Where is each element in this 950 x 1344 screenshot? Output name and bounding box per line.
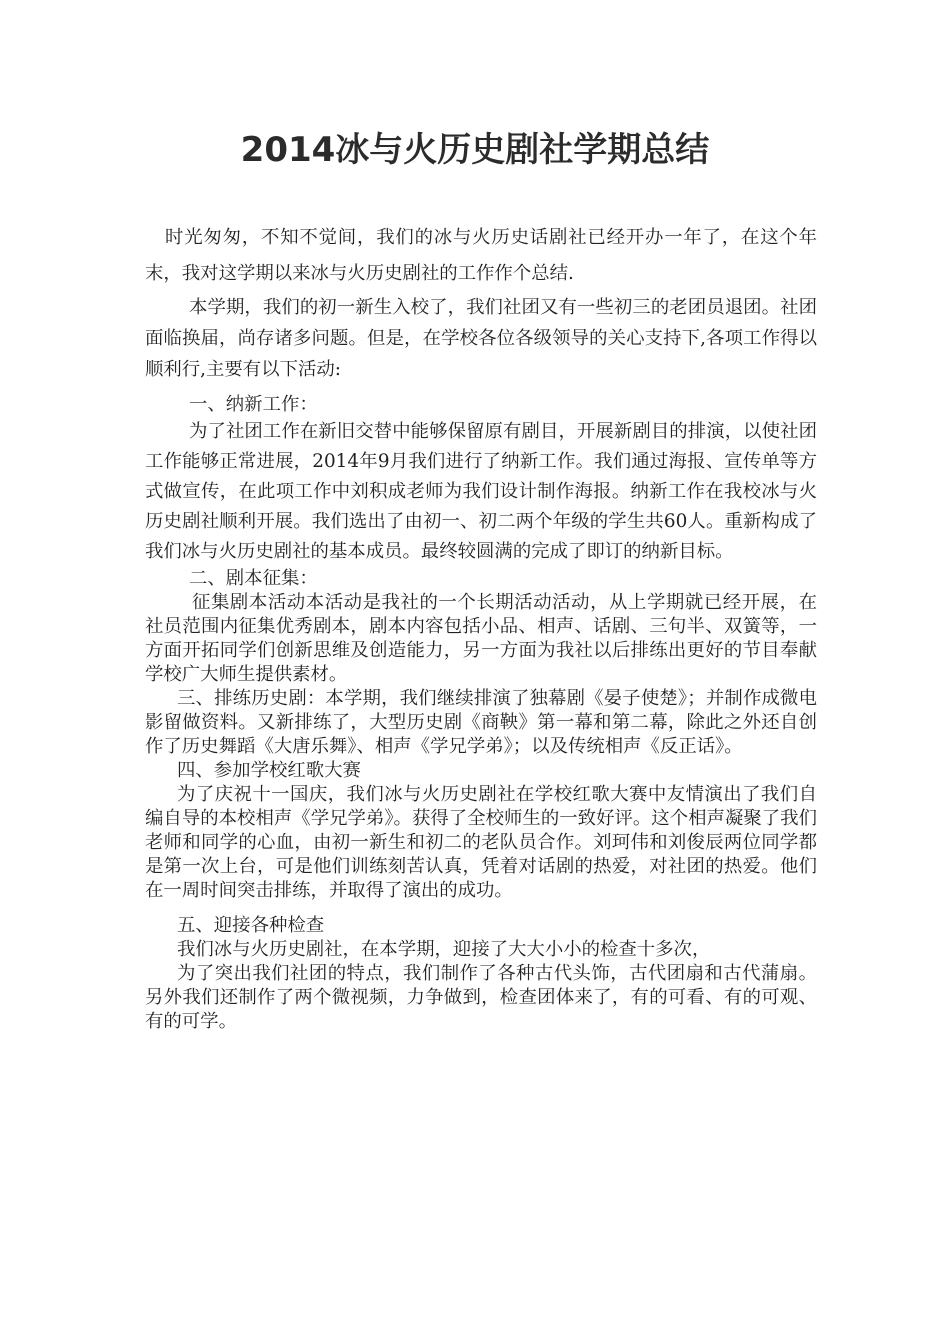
paragraph-script-collection: 征集剧本活动本活动是我社的一个长期活动活动，从上学期就已经开展，在社员范围内征集优秀剧本，剧本内容包括小品、相声、话剧、三句半、双簧等，一方面开拓同学们创新思维及创造能力，另一方面为我社以后排练出更好的节目奉献学校广大师生提供素材。 (145, 592, 817, 685)
paragraph-semester: 本学期，我们的初一新生入校了，我们社团又有一些初三的老团员退团。社团面临换届，尚存诸多问题。但是，在学校各位各级领导的关心支持下,各项工作得以顺利行,主要有以下活动: (145, 297, 817, 380)
heading-script-collection: 二、剧本征集： (189, 568, 318, 589)
heading-recruitment: 一、纳新工作： (189, 394, 318, 415)
heading-red-song-contest: 四、参加学校红歌大赛 (177, 760, 361, 781)
document-body (145, 220, 817, 1034)
heading-inspections: 五、迎接各种检查 (177, 915, 325, 936)
paragraph-intro: 时光匆匆，不知不觉间，我们的冰与火历史话剧社已经开办一年了，在这个年末，我对这学期以来冰与火历史剧社的工作作个总结. (145, 227, 817, 284)
paragraph-rehearsal: 三、排练历史剧：本学期，我们继续排演了独幕剧《晏子使楚》；并制作成微电影留做资料。又新排练了，大型历史剧《商鞅》第一幕和第二幕，除此之外还自创作了历史舞蹈《大唐乐舞》、相声《学兄学弟》；以及传统相声《反正话》。 (145, 688, 817, 757)
paragraph-inspections: 我们冰与火历史剧社，在本学期，迎接了大大小小的检查十多次， (177, 939, 711, 960)
paragraph-recruitment: 为了社团工作在新旧交替中能够保留原有剧目，开展新剧目的排演，以使社团工作能够正常进展，2014年9月我们进行了纳新工作。我们通过海报、宣传单等方式做宣传，在此项工作中刘积成老师为我们设计制作海报。纳新工作在我校冰与火历史剧社顺利开展。我们选出了由初一、初二两个年级的学生共60人。重新构成了我们冰与火历史剧社的基本成员。最终较圆满的完成了即订的纳新目标。 (145, 421, 817, 562)
paragraph-red-song-contest: 为了庆祝十一国庆，我们冰与火历史剧社在学校红歌大赛中友情演出了我们自编自导的本校相声《学兄学弟》。获得了全校师生的一致好评。这个相声凝聚了我们老师和同学的心血，由初一新生和初二的老队员合作。刘珂伟和刘俊辰两位同学都是第一次上台，可是他们训练刻苦认真，凭着对话剧的热爱，对社团的热爱。他们在一周时间突击排练，并取得了演出的成功。 (145, 784, 817, 901)
paragraph-inspections-detail: 为了突出我们社团的特点，我们制作了各种古代头饰，古代团扇和古代蒲扇。另外我们还制作了两个微视频，力争做到，检查团体来了，有的可看、有的可观、有的可学。 (145, 963, 817, 1032)
document-title: 2014冰与火历史剧社学期总结 (240, 130, 710, 170)
